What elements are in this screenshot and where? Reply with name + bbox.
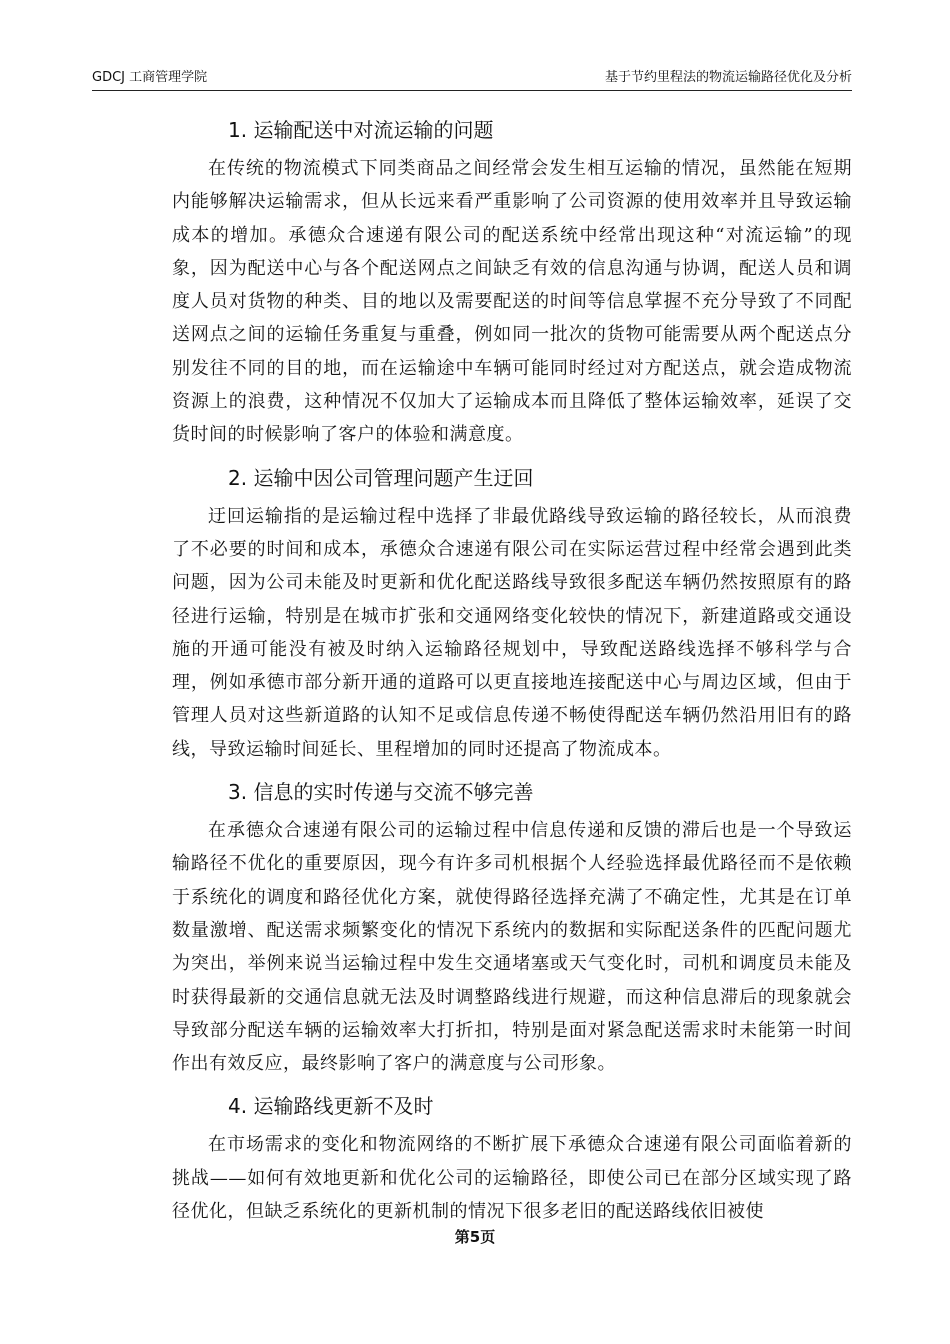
section-paragraph-3: 在承德众合速递有限公司的运输过程中信息传递和反馈的滞后也是一个导致运输路径不优化的重要原因，现今有许多司机根据个人经验选择最优路径而不是依赖于系统化的调度和路径优化方案，就使得路径选择充满了不确定性，尤其是在订单数量激增、配送需求频繁变化的情况下系统内的数据和实际配送条件的匹配问题尤为突出，举例来说当运输过程中发生交通堵塞或天气变化时，司机和调度员未能及时获得最新的交通信息就无法及时调整路线进行规避，而这种信息滞后的现象就会导致部分配送车辆的运输效率大打折扣，特别是面对紧急配送需求时未能第一时间作出有效反应，最终影响了客户的满意度与公司形象。 xyxy=(172,820,852,1075)
section-heading-2: 2. 运输中因公司管理问题产生迂回 xyxy=(228,465,534,490)
section-heading-3: 3. 信息的实时传递与交流不够完善 xyxy=(228,780,534,805)
section-heading-4: 4. 运输路线更新不及时 xyxy=(228,1094,434,1119)
section-heading-1: 1. 运输配送中对流运输的问题 xyxy=(228,118,494,142)
page-body xyxy=(172,112,852,1236)
section-paragraph-2: 迂回运输指的是运输过程中选择了非最优路线导致运输的路径较长，从而浪费了不必要的时间和成本，承德众合速递有限公司在实际运营过程中经常会遇到此类问题，因为公司未能及时更新和优化配送路线导致很多配送车辆仍然按照原有的路径进行运输，特别是在城市扩张和交通网络变化较快的情况下，新建道路或交通设施的开通可能没有被及时纳入运输路径规划中，导致配送路线选择不够科学与合理，例如承德市部分新开通的道路可以更直接地连接配送中心与周边区域，但由于管理人员对这些新道路的认知不足或信息传递不畅使得配送车辆仍然沿用旧有的路线，导致运输时间延长、里程增加的同时还提高了物流成本。 xyxy=(172,505,852,760)
header-thesis-title: 基于节约里程法的物流运输路径优化及分析 xyxy=(604,70,852,85)
page-number: 第5页 xyxy=(454,1228,496,1246)
header-institution: GDCJ 工商管理学院 xyxy=(92,70,208,85)
section-paragraph-4: 在市场需求的变化和物流网络的不断扩展下承德众合速递有限公司面临着新的挑战——如何有效地更新和优化公司的运输路径，即使公司已在部分区域实现了路径优化，但缺乏系统化的更新机制的情况下很多老旧的配送路线依旧被使 xyxy=(172,1134,852,1223)
page-header xyxy=(92,68,852,91)
section-paragraph-1: 在传统的物流模式下同类商品之间经常会发生相互运输的情况，虽然能在短期内能够解决运输需求，但从长远来看严重影响了公司资源的使用效率并且导致运输成本的增加。承德众合速递有限公司的配送系统中经常出现这种“对流运输”的现象，因为配送中心与各个配送网点之间缺乏有效的信息沟通与协调，配送人员和调度人员对货物的种类、目的地以及需要配送的时间等信息掌握不充分导致了不同配送网点之间的运输任务重复与重叠，例如同一批次的货物可能需要从两个配送点分别发往不同的目的地，而在运输途中车辆可能同时经过对方配送点，就会造成物流资源上的浪费，这种情况不仅加大了运输成本而且降低了整体运输效率，延误了交货时间的时候影响了客户的体验和满意度。 xyxy=(172,158,852,446)
